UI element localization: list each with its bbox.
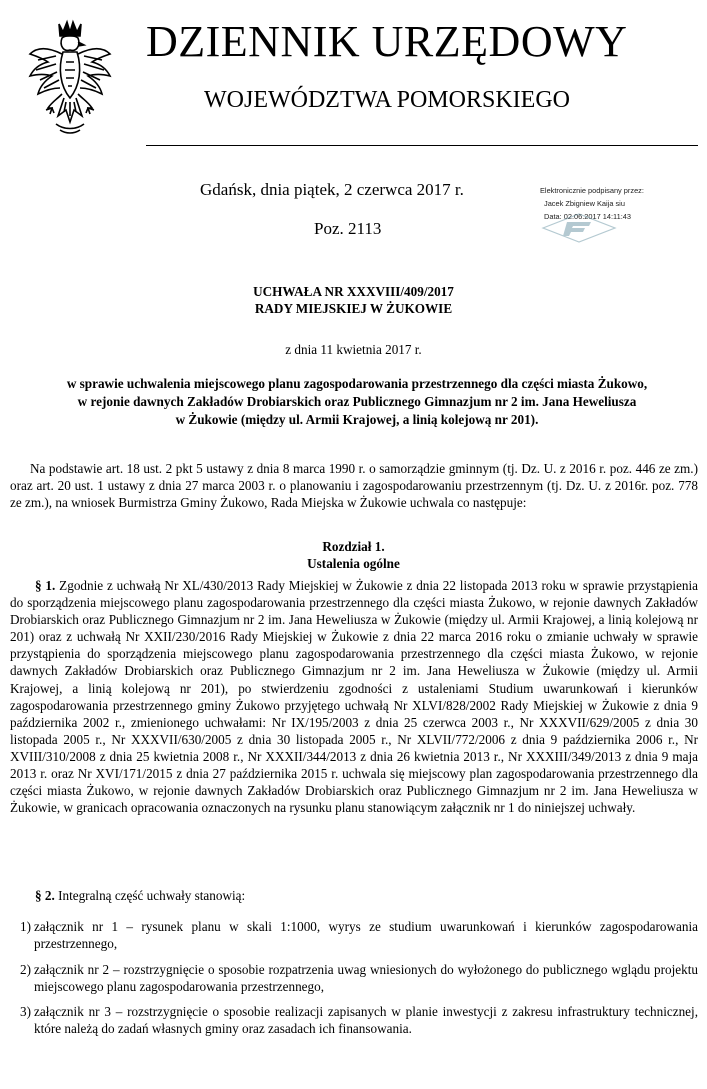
signature-date: Data: 02.06.2017 14:11:43 [544, 212, 631, 221]
subject-line: w sprawie uchwalenia miejscowego planu zagospodarowania przestrzennego dla części miasta Żukowo, [66, 376, 648, 391]
header-divider [146, 145, 698, 146]
paragraph-1-text: Zgodnie z uchwałą Nr XL/430/2013 Rady Miejskiej w Żukowie z dnia 22 listopada 2013 roku w sprawie przystąpienia do sporządzenia miejscowego planu zagospodarowania przestrzennego dla części miasta Żukowo, w rejonie dawnych Zakładów Drobiarskich oraz Publicznego Gimnazjum nr 2 im. Jana Heweliusza w Żukowie (między ul. Armii Krajowej, a linią kolejową nr 201) oraz z uchwałą Nr XXII/230/2016 Rady Miejskiej w Żukowie z dnia 22 marca 2016 roku o zmianie uchwały w sprawie przystąpienia do sporządzenia miejscowego planu zagospodarowania przestrzennego dla części miasta Żukowo, w rejonie dawnych Zakładów Drobiarskich oraz Publicznego Gimnazjum nr 2 im. Jana Heweliusza w Żukowie (między ul. Armii Krajowej, a linią kolejową nr 201), po stwierdzeniu zgodności z ustaleniami Studium uwarunkowań i kierunków zagospodarowania przestrzennego gminy Żukowo przyjętego uchwałą Nr XLVI/828/2002 Rady Miejskiej w Żukowie z dnia 9 października 2002 r., zmienionego uchwałami: Nr IX/195/2003 z dnia 25 czerwca 2003 r., Nr XXXVII/629/2005 z dnia 30 listopada 2005 r., Nr XXXVII/630/2005 z dnia 30 listopada 2005 r., Nr XLVII/772/2006 z dnia 9 października 2006 r., Nr XVIII/310/2008 z dnia 25 kwietnia 2008 r., Nr XXXII/344/2013 z dnia 26 kwietnia 2013 r., Nr XXXIII/349/2013 z dnia 9 maja 2013 r. oraz Nr XVI/171/2015 z dnia 27 października 2015 r. uchwala się miejscowy plan zagospodarowania przestrzennego dla części miasta Żukowo, w rejonie dawnych Zakładów Drobiarskich oraz Publicznego Gimnazjum nr 2 im. Jana Heweliusza w Żukowie, w granicach opracowania oznaczonych na rysunku planu stanowiącym załącznik nr 1 do niniejszej uchwały. [10, 578, 698, 816]
paragraph-1 [10, 577, 698, 816]
attachment-item [10, 961, 698, 995]
chapter-heading [0, 538, 707, 572]
act-title [0, 283, 707, 317]
paragraph-2-text: Integralną część uchwały stanowią: [54, 888, 246, 903]
journal-title: DZIENNIK URZĘDOWY [146, 17, 628, 66]
attachment-text: załącznik nr 2 – rozstrzygnięcie o sposobie rozpatrzenia uwag wniesionych do wyłożonego do publicznego wglądu projektu miejscowego planu zagospodarowania przestrzennego, [34, 962, 698, 995]
attachment-marker: 3) [20, 1004, 31, 1019]
attachment-text: załącznik nr 3 – rozstrzygnięcie o sposobie realizacji zapisanych w planie inwestycji z zakresu infrastruktury technicznej, które należą do zadań własnych gminy oraz zasadach ich finansowania. [34, 1004, 698, 1037]
attachment-text: załącznik nr 1 – rysunek planu w skali 1:1000, wyrys ze studium uwarunkowań i kierunków zagospodarowania przestrzennego, [34, 919, 698, 952]
preamble-paragraph: Na podstawie art. 18 ust. 2 pkt 5 ustawy z dnia 8 marca 1990 r. o samorządzie gminnym (tj. Dz. U. z 2016 r. poz. 446 ze zm.) oraz art. 20 ust. 1 ustawy z dnia 27 marca 2003 r. o planowaniu i zagospodarowaniu przestrzennym (tj. Dz. U. z 2016r. poz. 778 ze zm.), na wniosek Burmistrza Gminy Żukowo, Rada Miejska w Żukowie uchwala co następuje: [10, 461, 698, 511]
signature-stamp-icon [541, 212, 617, 244]
attachment-item [10, 918, 698, 952]
act-date: z dnia 11 kwietnia 2017 r. [285, 342, 422, 357]
subject-line: w Żukowie (między ul. Armii Krajowej, a linią kolejową nr 201). [175, 412, 539, 427]
attachment-marker: 1) [20, 919, 31, 934]
act-subject [14, 375, 700, 429]
paragraph-2-number: § 2. [35, 888, 55, 903]
chapter-title: Ustalenia ogólne [307, 556, 400, 571]
paragraph-2 [10, 887, 698, 904]
journal-subtitle: WOJEWÓDZTWA POMORSKIEGO [204, 87, 570, 113]
position-number: Poz. 2113 [314, 219, 382, 238]
act-number: UCHWAŁA NR XXXVIII/409/2017 [253, 284, 454, 299]
subject-line: w rejonie dawnych Zakładów Drobiarskich oraz Publicznego Gimnazjum nr 2 im. Jana Heweliusza [77, 394, 637, 409]
signature-label: Elektronicznie podpisany przez: [540, 186, 644, 195]
attachment-marker: 2) [20, 962, 31, 977]
act-authority: RADY MIEJSKIEJ W ŻUKOWIE [254, 301, 453, 316]
paragraph-1-number: § 1. [35, 578, 56, 593]
eagle-emblem-icon [26, 18, 114, 138]
chapter-number: Rozdział 1. [322, 539, 385, 554]
publication-date: Gdańsk, dnia piątek, 2 czerwca 2017 r. [200, 180, 464, 199]
attachment-item [10, 1003, 698, 1037]
signature-signer: Jacek Zbigniew Kaija siu [544, 199, 625, 208]
